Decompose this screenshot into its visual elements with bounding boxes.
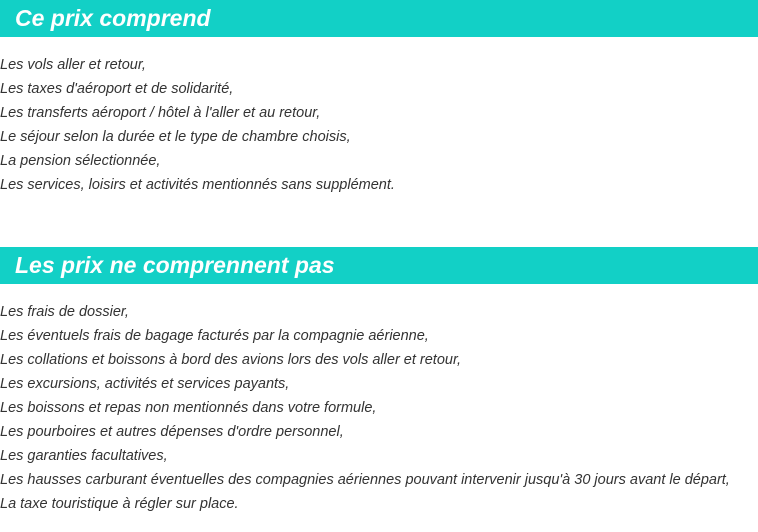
included-item: Les taxes d'aéroport et de solidarité, <box>0 81 234 97</box>
excluded-item: Les excursions, activités et services payants, <box>0 376 290 392</box>
included-item: Les services, loisirs et activités mentionnés sans supplément. <box>0 177 395 193</box>
excluded-list <box>0 300 758 516</box>
excluded-item: Les collations et boissons à bord des avions lors des vols aller et retour, <box>0 352 462 368</box>
excluded-item: Les frais de dossier, <box>0 304 129 320</box>
excluded-item: Les boissons et repas non mentionnés dans votre formule, <box>0 400 377 416</box>
included-item: Le séjour selon la durée et le type de chambre choisis, <box>0 129 351 145</box>
excluded-item: Les garanties facultatives, <box>0 448 168 464</box>
included-title: Ce prix comprend <box>0 0 758 37</box>
included-list <box>0 53 758 197</box>
included-item: Les transferts aéroport / hôtel à l'aller et au retour, <box>0 105 321 121</box>
excluded-item: Les pourboires et autres dépenses d'ordre personnel, <box>0 424 344 440</box>
included-item: Les vols aller et retour, <box>0 57 146 73</box>
included-section <box>0 0 758 197</box>
excluded-section <box>0 247 758 516</box>
excluded-item: Les éventuels frais de bagage facturés par la compagnie aérienne, <box>0 328 429 344</box>
included-item: La pension sélectionnée, <box>0 153 161 169</box>
excluded-item: La taxe touristique à régler sur place. <box>0 496 239 512</box>
excluded-item: Les hausses carburant éventuelles des compagnies aériennes pouvant intervenir jusqu'à 30 jours avant le départ, <box>0 472 730 488</box>
excluded-title: Les prix ne comprennent pas <box>0 247 758 284</box>
